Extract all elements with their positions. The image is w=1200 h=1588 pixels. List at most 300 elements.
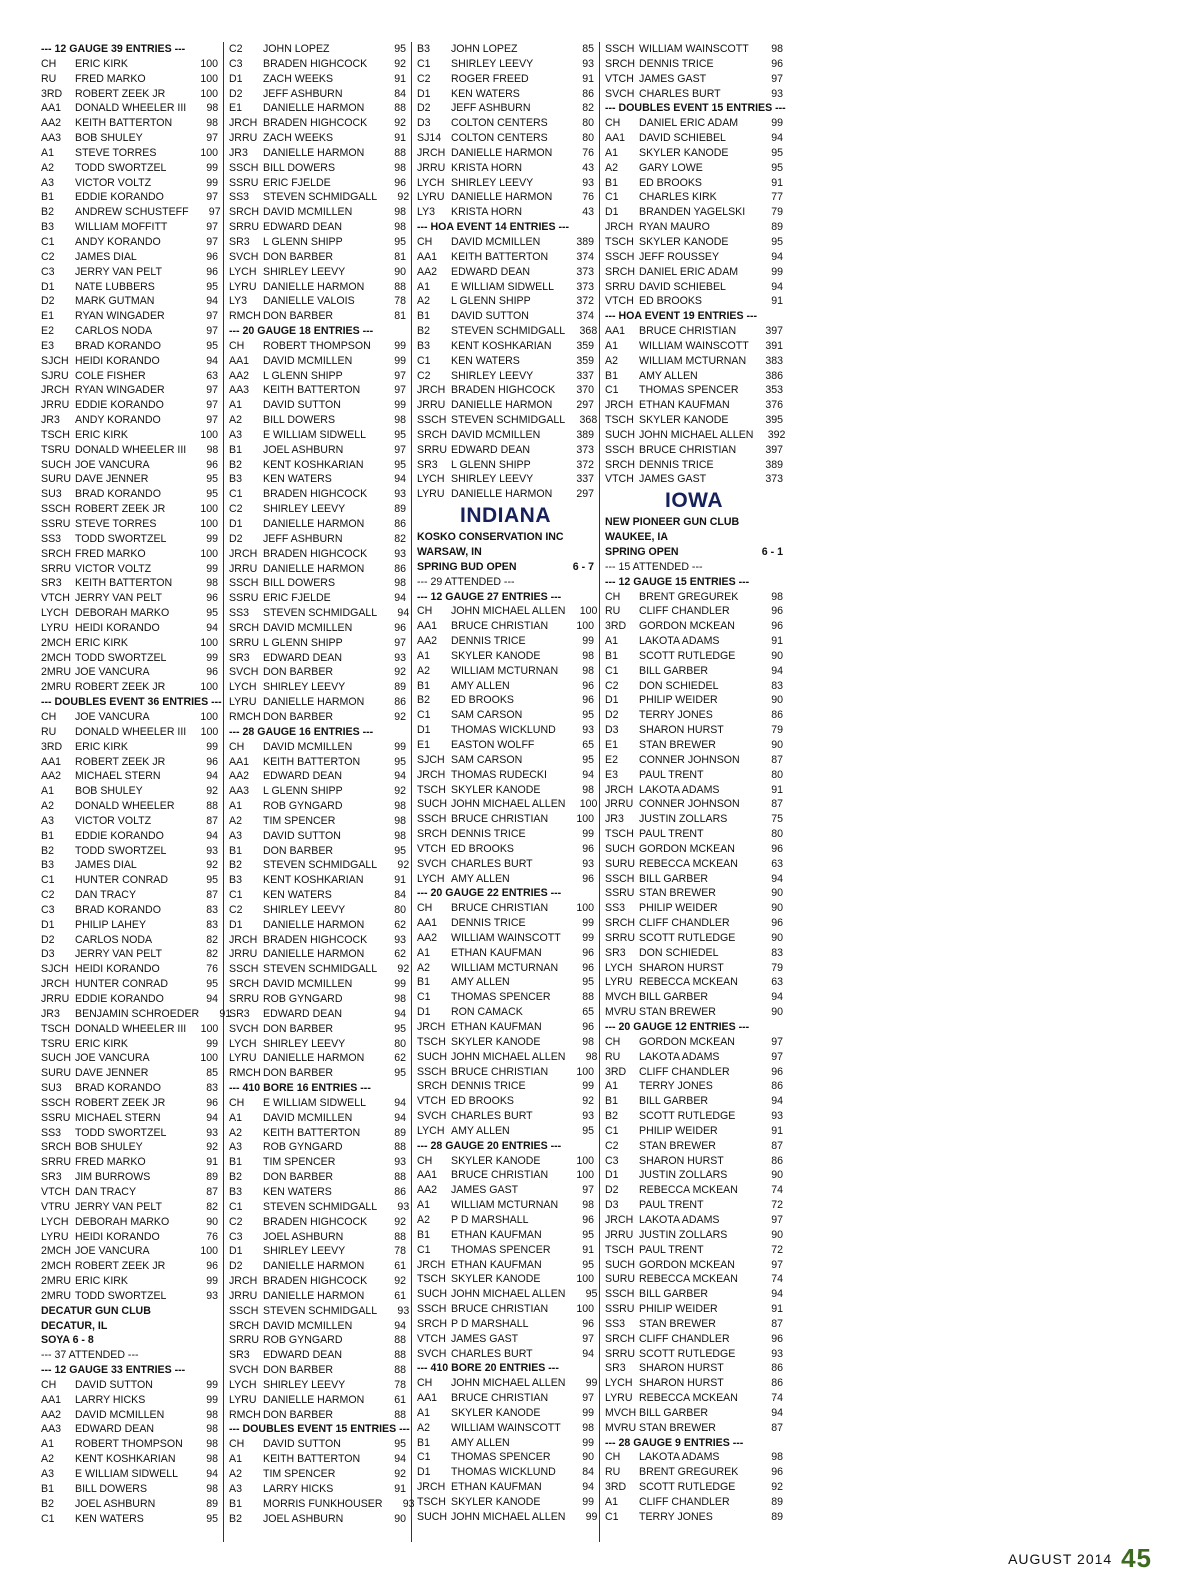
score: 389 <box>765 458 783 471</box>
class-code: D2 <box>605 1184 619 1197</box>
result-row <box>605 842 783 857</box>
class-code: SR3 <box>229 235 250 248</box>
class-code: C2 <box>41 889 55 902</box>
score: 94 <box>394 1096 406 1109</box>
score: 99 <box>394 978 406 991</box>
result-row <box>417 931 594 946</box>
class-code: B3 <box>417 339 430 352</box>
class-code: D1 <box>417 1466 431 1479</box>
event-header: --- 410 BORE 20 ENTRIES --- <box>417 1362 559 1375</box>
shooter-name: WILLIAM MOFFITT <box>75 221 168 234</box>
score: 95 <box>582 976 594 989</box>
result-row <box>605 1109 783 1124</box>
score: 78 <box>394 1378 406 1391</box>
class-code: RMCH <box>229 1067 261 1080</box>
class-code: C1 <box>605 1510 619 1523</box>
shooter-name: SHIRLEY LEEVY <box>263 903 346 916</box>
score: 63 <box>771 976 783 989</box>
score: 88 <box>582 991 594 1004</box>
result-row <box>605 1391 783 1406</box>
score: 99 <box>582 931 594 944</box>
class-code: AA1 <box>41 755 62 768</box>
shooter-name: SHIRLEY LEEVY <box>263 1037 346 1050</box>
shooter-name: ANDY KORANDO <box>75 414 161 427</box>
result-row <box>605 857 783 872</box>
event-header: --- 410 BORE 16 ENTRIES --- <box>229 1082 371 1095</box>
score: 80 <box>394 1037 406 1050</box>
result-row <box>41 339 218 354</box>
shooter-name: DANIELLE HARMON <box>263 102 365 115</box>
result-row <box>229 992 406 1007</box>
class-code: AA1 <box>417 620 438 633</box>
class-code: RMCH <box>229 1408 261 1421</box>
score: 86 <box>394 518 406 530</box>
score: 92 <box>394 785 406 798</box>
score: 92 <box>394 710 406 723</box>
class-code: D1 <box>417 1006 431 1019</box>
class-code: SS3 <box>229 191 250 204</box>
class-code: A1 <box>417 946 430 959</box>
score: 100 <box>200 87 218 100</box>
shooter-name: SKYLER KANODE <box>451 649 541 662</box>
shooter-name: STEVE TORRES <box>75 518 157 530</box>
score: 93 <box>394 547 406 560</box>
class-code: AA1 <box>41 102 62 115</box>
shooter-name: TODD SWORTZEL <box>75 532 167 545</box>
class-code: B3 <box>41 221 54 234</box>
score: 94 <box>582 1481 594 1494</box>
class-code: C1 <box>417 1243 431 1256</box>
class-code: JRCH <box>41 384 70 397</box>
shooter-name: JAMES GAST <box>451 1332 519 1345</box>
result-row <box>41 755 218 770</box>
class-code: B2 <box>41 844 54 857</box>
score: 95 <box>206 607 218 620</box>
result-row <box>41 1185 218 1200</box>
result-row <box>229 755 406 770</box>
shooter-name: WILLIAM MCTURNAN <box>451 664 559 677</box>
shooter-name: JOE VANCURA <box>75 458 150 471</box>
score: 389 <box>576 235 594 248</box>
result-row <box>41 472 218 487</box>
class-code: AA2 <box>229 369 250 382</box>
shoot-title: SPRING BUD OPEN <box>417 560 517 573</box>
result-row <box>229 799 406 814</box>
score: 95 <box>582 753 594 766</box>
class-code: D3 <box>605 724 619 737</box>
result-row <box>417 1258 594 1273</box>
result-row <box>605 458 783 473</box>
issue-month: AUGUST 2014 <box>1008 1551 1113 1567</box>
shooter-name: DENNIS TRICE <box>451 1080 526 1093</box>
shooter-name: DON SCHIEDEL <box>639 679 719 692</box>
score: 100 <box>579 605 598 618</box>
shooter-name: DON BARBER <box>263 710 334 723</box>
score: 91 <box>394 874 406 887</box>
score: 93 <box>206 844 218 857</box>
shooter-name: LAKOTA ADAMS <box>639 1451 720 1464</box>
result-row <box>417 280 594 295</box>
class-code: SS3 <box>229 607 250 620</box>
result-row <box>605 590 783 605</box>
shooter-name: DON BARBER <box>263 1067 334 1080</box>
score: 89 <box>394 503 406 516</box>
class-code: JRCH <box>605 1213 634 1226</box>
result-row <box>41 829 218 844</box>
class-code: C3 <box>229 57 243 70</box>
score: 80 <box>582 132 594 145</box>
result-row <box>417 619 594 634</box>
class-code: CH <box>417 235 433 248</box>
result-row <box>229 413 406 428</box>
result-row <box>229 1333 406 1348</box>
class-code: B1 <box>417 310 430 323</box>
shooter-name: BRADEN HIGHCOCK <box>263 1275 368 1288</box>
result-row <box>229 57 406 72</box>
shooter-name: L GLENN SHIPP <box>263 235 343 248</box>
result-row <box>417 768 594 783</box>
class-code: B1 <box>605 649 618 662</box>
shooter-name: WILLIAM MCTURNAN <box>451 1199 559 1212</box>
score: 100 <box>576 620 594 633</box>
shooter-name: WILLIAM WAINSCOTT <box>639 43 749 55</box>
class-code: CH <box>41 1378 57 1391</box>
score: 75 <box>771 813 783 826</box>
result-row <box>417 250 594 265</box>
result-row <box>605 1272 783 1287</box>
class-code: RU <box>605 1050 621 1063</box>
score: 91 <box>582 1243 594 1256</box>
score: 63 <box>206 369 218 382</box>
result-row <box>41 428 218 443</box>
class-code: SSCH <box>229 1304 259 1317</box>
score: 76 <box>582 146 594 159</box>
attendance: --- 15 ATTENDED --- <box>605 560 703 573</box>
shooter-name: ERIC KIRK <box>75 57 128 70</box>
shooter-name: DAVID MCMILLEN <box>263 978 353 991</box>
score: 99 <box>206 176 218 189</box>
score: 98 <box>394 577 406 590</box>
score: 95 <box>394 428 406 441</box>
class-code: D2 <box>229 87 243 100</box>
shooter-name: BRAD KORANDO <box>75 1082 161 1095</box>
class-code: SSCH <box>41 503 71 516</box>
class-code: 2MRU <box>41 1289 72 1302</box>
shooter-name: BRADEN HIGHCOCK <box>263 488 368 501</box>
result-row <box>605 916 783 931</box>
class-code: SSRU <box>41 518 71 530</box>
result-row <box>229 695 406 710</box>
score: 100 <box>576 1065 594 1078</box>
class-code: RU <box>605 605 621 618</box>
score: 99 <box>582 1496 594 1508</box>
class-code: SJRU <box>41 369 69 382</box>
score: 92 <box>771 1481 783 1494</box>
score: 95 <box>394 1438 406 1451</box>
result-row <box>41 947 218 962</box>
shooter-name: BILL DOWERS <box>263 161 336 174</box>
shooter-name: BOB SHULEY <box>75 1141 143 1154</box>
score: 98 <box>582 1421 594 1434</box>
class-code: D1 <box>229 1245 243 1258</box>
shooter-name: TODD SWORTZEL <box>75 651 167 664</box>
class-code: C1 <box>41 235 55 248</box>
shooter-name: AMY ALLEN <box>451 1436 510 1449</box>
shooter-name: BRUCE CHRISTIAN <box>639 443 737 456</box>
result-row <box>605 1510 783 1525</box>
event-header: --- 12 GAUGE 33 ENTRIES --- <box>41 1364 186 1377</box>
result-row <box>41 1170 218 1185</box>
class-code: A1 <box>605 1496 618 1508</box>
shooter-name: KEN WATERS <box>451 87 520 100</box>
score: 87 <box>771 1317 783 1330</box>
score: 98 <box>394 206 406 219</box>
class-code: AA1 <box>605 132 626 145</box>
shooter-name: DAVID MCMILLEN <box>263 621 353 634</box>
result-row <box>41 280 218 295</box>
score: 96 <box>206 755 218 768</box>
result-row <box>605 872 783 887</box>
class-code: SRCH <box>417 1317 448 1330</box>
shooter-name: HEIDI KORANDO <box>75 963 160 976</box>
result-row <box>229 428 406 443</box>
shooter-name: JOHN MICHAEL ALLEN <box>451 798 566 811</box>
class-code: TSCH <box>417 783 446 796</box>
result-row <box>41 220 218 235</box>
score: 98 <box>394 814 406 827</box>
score: 368 <box>579 414 598 427</box>
class-code: B1 <box>41 1482 54 1495</box>
score: 91 <box>771 635 783 648</box>
shooter-name: ROBERT ZEEK JR <box>75 755 166 768</box>
result-row <box>229 621 406 636</box>
score: 97 <box>206 132 218 145</box>
class-code: AA2 <box>417 931 438 944</box>
score: 94 <box>394 473 406 486</box>
shooter-name: DENNIS TRICE <box>451 828 526 841</box>
class-code: RMCH <box>229 310 261 323</box>
score: 79 <box>771 724 783 737</box>
shooter-name: LAKOTA ADAMS <box>639 1213 720 1226</box>
shooter-name: E WILLIAM SIDWELL <box>263 1096 367 1109</box>
result-row <box>41 354 218 369</box>
shooter-name: DONALD WHEELER III <box>75 725 187 738</box>
score: 100 <box>576 1273 594 1286</box>
shooter-name: JOE VANCURA <box>75 710 150 723</box>
score: 99 <box>394 354 406 367</box>
class-code: SRRU <box>41 562 72 575</box>
score: 88 <box>394 1334 406 1347</box>
shooter-name: EASTON WOLFF <box>451 738 535 751</box>
shooter-name: SHIRLEY LEEVY <box>263 265 346 278</box>
class-code: JRRU <box>417 161 446 174</box>
shooter-name: ED BROOKS <box>451 694 514 707</box>
event-header: --- 20 GAUGE 12 ENTRIES --- <box>605 1021 750 1033</box>
score: 95 <box>394 755 406 768</box>
result-row <box>41 146 218 161</box>
shooter-name: E WILLIAM SIDWELL <box>451 280 555 293</box>
result-row <box>605 265 783 280</box>
club-info: WARSAW, IN <box>417 546 482 558</box>
result-row <box>417 146 594 161</box>
class-code: C3 <box>41 265 55 278</box>
class-code: B1 <box>417 1436 430 1449</box>
shooter-name: STAN BREWER <box>639 738 716 751</box>
shooter-name: JEFF ROUSSEY <box>639 250 720 263</box>
score: 92 <box>397 963 410 976</box>
score: 97 <box>582 1332 594 1345</box>
class-code: E1 <box>229 102 242 115</box>
score: 90 <box>771 902 783 915</box>
class-code: SRCH <box>41 547 72 560</box>
score: 97 <box>394 369 406 382</box>
class-code: A1 <box>417 649 430 662</box>
shooter-name: JOHN LOPEZ <box>451 43 518 55</box>
shooter-name: DAVID MCMILLEN <box>263 1111 353 1124</box>
class-code: A3 <box>41 814 54 827</box>
class-code: SRCH <box>417 428 448 441</box>
result-row <box>41 651 218 666</box>
result-row <box>41 680 218 695</box>
score: 97 <box>771 1213 783 1226</box>
class-code: LYCH <box>229 1037 257 1050</box>
class-code: A2 <box>417 1421 430 1434</box>
class-code: SR3 <box>605 1362 626 1375</box>
result-row <box>229 1244 406 1259</box>
result-row <box>417 131 594 146</box>
class-code: B2 <box>41 206 54 219</box>
score: 85 <box>206 1067 218 1080</box>
event-header: --- HOA EVENT 14 ENTRIES --- <box>417 221 570 234</box>
shooter-name: DONALD WHEELER III <box>75 1022 187 1035</box>
score: 93 <box>582 724 594 737</box>
class-code: SJCH <box>41 963 69 976</box>
class-code: SUCH <box>41 458 72 471</box>
score: 91 <box>771 295 783 308</box>
result-row <box>417 57 594 72</box>
class-code: CH <box>417 902 433 915</box>
result-row <box>229 710 406 725</box>
score: 77 <box>771 191 783 204</box>
shooter-name: SKYLER KANODE <box>451 1154 541 1167</box>
class-code: C1 <box>605 1124 619 1137</box>
score: 95 <box>394 235 406 248</box>
score: 96 <box>206 1096 218 1109</box>
score: 100 <box>200 636 218 649</box>
class-code: D1 <box>605 694 619 707</box>
class-code: SJ14 <box>417 132 442 145</box>
result-row <box>41 814 218 829</box>
shooter-name: BENJAMIN SCHROEDER <box>75 1007 200 1020</box>
score: 97 <box>206 414 218 427</box>
shooter-name: PAUL TRENT <box>639 828 704 841</box>
score: 84 <box>394 87 406 100</box>
shooter-name: PAUL TRENT <box>639 1243 704 1256</box>
class-code: A2 <box>605 161 618 174</box>
score: 43 <box>582 206 594 219</box>
class-code: A1 <box>605 146 618 159</box>
shooter-name: KEITH BATTERTON <box>263 384 361 397</box>
shooter-name: CHARLES KIRK <box>639 191 717 204</box>
result-row <box>229 532 406 547</box>
class-code: JRCH <box>41 978 70 991</box>
result-row <box>417 398 594 413</box>
class-code: A2 <box>417 1213 430 1226</box>
score: 96 <box>582 842 594 855</box>
class-code: C2 <box>605 1139 619 1152</box>
class-code: A3 <box>229 1482 242 1495</box>
class-code: B1 <box>229 1156 242 1169</box>
result-row <box>229 1170 406 1185</box>
class-code: A2 <box>417 295 430 308</box>
shooter-name: KEITH BATTERTON <box>263 755 361 768</box>
result-row <box>229 161 406 176</box>
class-code: TSCH <box>605 828 634 841</box>
shooter-name: TODD SWORTZEL <box>75 1289 167 1302</box>
shooter-name: HUNTER CONRAD <box>75 978 168 991</box>
result-row <box>41 1140 218 1155</box>
class-code: AA1 <box>417 1392 438 1405</box>
result-row <box>229 1363 406 1378</box>
result-row <box>229 220 406 235</box>
shooter-name: THOMAS WICKLUND <box>451 1466 556 1479</box>
score: 93 <box>402 1497 415 1510</box>
result-row <box>605 1124 783 1139</box>
shooter-name: WILLIAM WAINSCOTT <box>451 931 561 944</box>
shooter-name: EDWARD DEAN <box>263 221 343 234</box>
shooter-name: PHILIP WEIDER <box>639 694 718 707</box>
result-row <box>605 161 783 176</box>
class-code: SURU <box>41 1067 72 1080</box>
score: 100 <box>200 725 219 738</box>
score: 86 <box>771 1377 783 1390</box>
score: 337 <box>576 473 594 486</box>
result-row <box>417 1302 594 1317</box>
score: 97 <box>206 221 218 234</box>
score: 98 <box>771 1451 783 1464</box>
result-row <box>605 723 783 738</box>
class-code: SU3 <box>41 1082 62 1095</box>
score: 94 <box>771 1406 783 1419</box>
result-row <box>229 339 406 354</box>
result-row <box>605 975 783 990</box>
score: 373 <box>576 443 594 456</box>
result-row <box>41 725 218 740</box>
shooter-name: THOMAS SPENCER <box>639 384 739 397</box>
score: 92 <box>582 1095 594 1108</box>
score: 87 <box>206 889 218 902</box>
shooter-name: BILL GARBER <box>639 872 709 885</box>
class-code: A1 <box>229 800 242 813</box>
result-row <box>41 1215 218 1230</box>
result-row <box>229 740 406 755</box>
class-code: LYCH <box>229 1378 257 1391</box>
class-code: D2 <box>605 709 619 722</box>
result-row <box>229 606 410 621</box>
score: 92 <box>394 666 406 679</box>
result-row <box>41 918 218 933</box>
shooter-name: DANIELLE HARMON <box>263 1393 365 1406</box>
shooter-name: JERRY VAN PELT <box>75 265 162 278</box>
result-row <box>41 562 218 577</box>
class-code: C1 <box>229 889 243 902</box>
score: 92 <box>206 859 218 872</box>
class-code: D1 <box>229 518 243 530</box>
class-code: MVCH <box>605 991 637 1004</box>
shooter-name: KENT KOSHKARIAN <box>263 458 364 471</box>
shooter-name: BILL DOWERS <box>263 577 336 590</box>
score: 92 <box>397 859 410 872</box>
